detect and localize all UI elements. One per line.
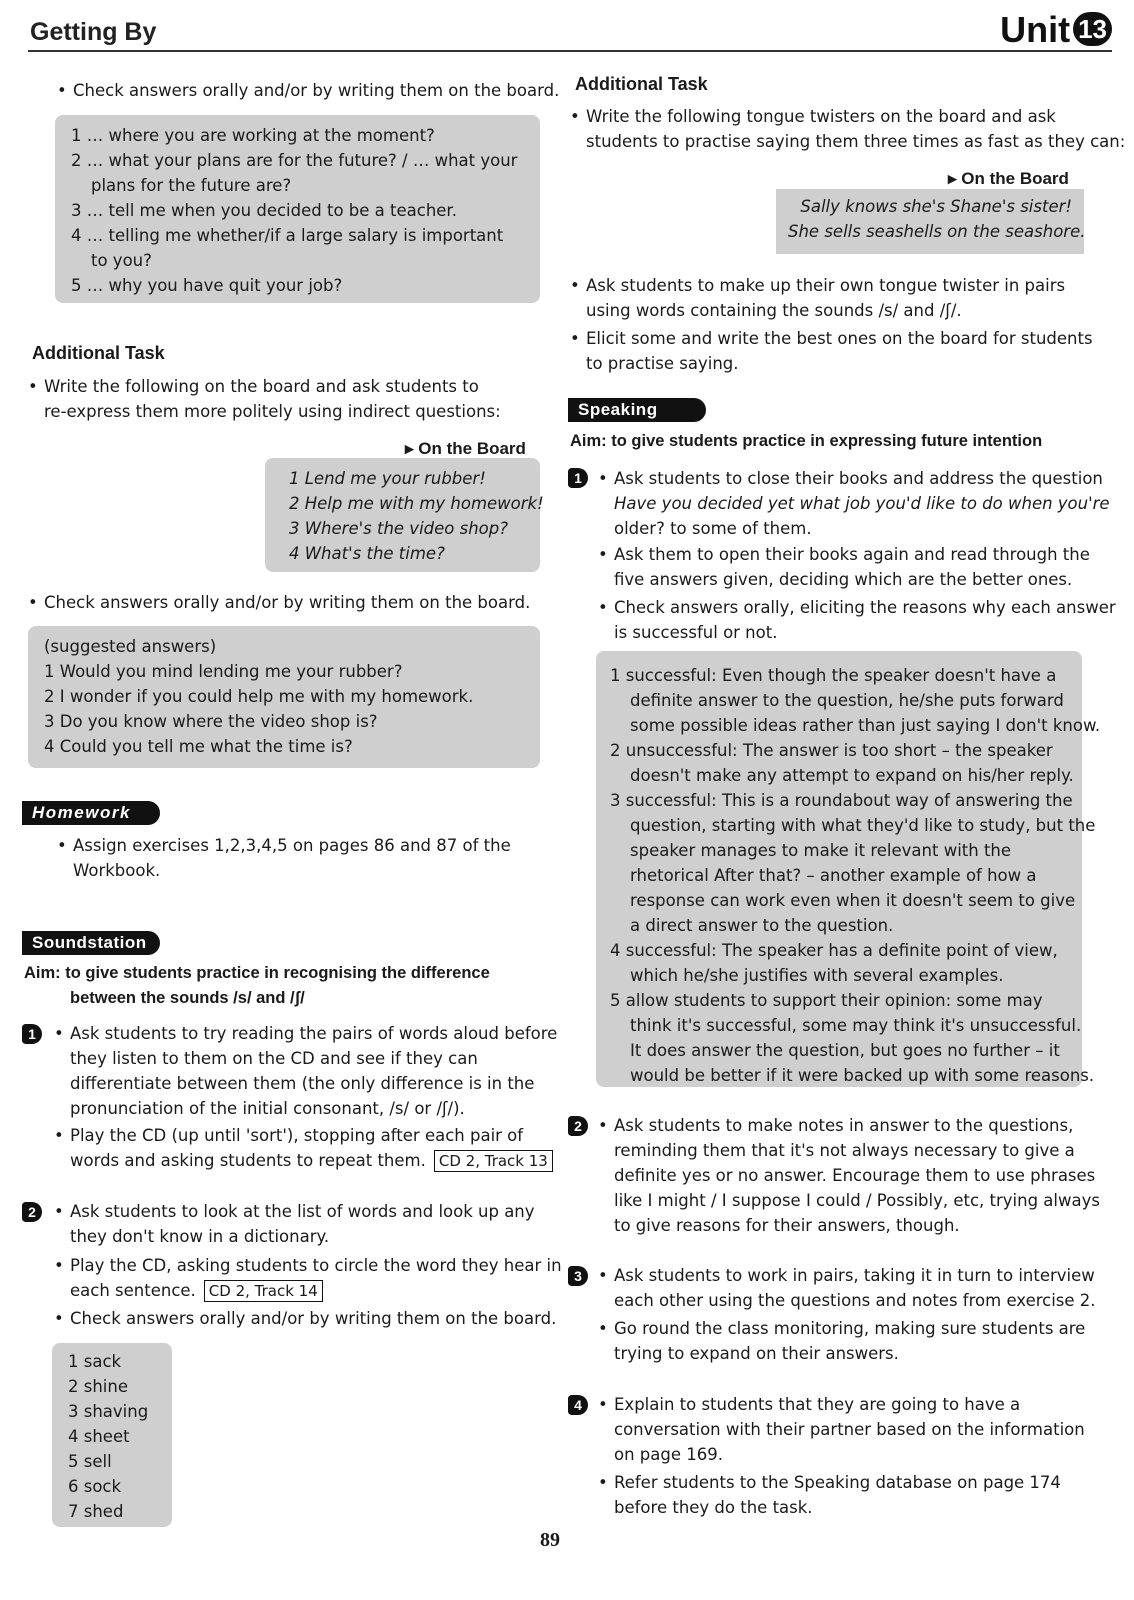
answer-line: 4 Could you tell me what the time is? — [44, 737, 353, 756]
cd-track-label: CD 2, Track 14 — [204, 1280, 323, 1302]
answer-line: 2 I wonder if you could help me with my homework. — [44, 687, 474, 706]
answer-line: 1 sack — [68, 1352, 122, 1371]
speaking-ex3-bullet-2: • Go round the class monitoring, making sure students are trying to expand on their answers. — [596, 1316, 1085, 1366]
speaking-ex1-bullet-2: • Ask them to open their books again and read through the five answers given, deciding which are the better ones. — [596, 542, 1090, 592]
additional-task-heading-2: Additional Task — [575, 74, 708, 94]
answer-line: 4 successful: The speaker has a definite point of view, — [610, 941, 1058, 960]
answer-line: 2 … what your plans are for the future? / … what your — [71, 151, 518, 170]
answer-line: (suggested answers) — [44, 637, 217, 656]
exercise-number-4: 4 — [568, 1395, 588, 1415]
answers-box-2 — [28, 626, 540, 768]
tongue-twister-bullet: • Write the following tongue twisters on the board and ask students to practise saying them three times as fast as they can: — [568, 104, 1125, 154]
cd-track-label: CD 2, Track 13 — [434, 1150, 553, 1172]
answer-line: 1 successful: Even though the speaker doesn't have a — [610, 666, 1057, 685]
answers-box-speaking — [596, 651, 1101, 1087]
speaking-ex2-bullet: • Ask students to make notes in answer to the questions, reminding them that it's not always necessary to give a definite yes or no answer. Encourage them to use phrases like I might / I suppose I could / Possibly, etc, trying always to give reasons for their answers, though. — [596, 1113, 1100, 1238]
additional-task-heading: Additional Task — [32, 343, 165, 363]
soundstation-ex2-bullet-1: • Ask students to look at the list of words and look up any they don't know in a dictionary. — [52, 1199, 535, 1249]
answer-line: 2 shine — [68, 1377, 128, 1396]
unit-number-badge: 13 — [1073, 12, 1112, 46]
exercise-number-2: 2 — [22, 1202, 42, 1222]
tongue-twister-pairs-bullet: • Ask students to make up their own tongue twister in pairs using words containing the sounds /s/ and /ʃ/. — [568, 273, 1065, 323]
arrow-right-icon: ▸ — [405, 439, 419, 458]
board-line: Sally knows she's Shane's sister! — [800, 197, 1072, 216]
answer-line: 1 … where you are working at the moment? — [71, 126, 435, 145]
unit-label — [1000, 8, 1112, 50]
answer-line: 3 … tell me when you decided to be a teacher. — [71, 201, 457, 220]
on-the-board-label: ▸ On the Board — [405, 439, 526, 458]
board-line: 2 Help me with my homework! — [289, 494, 544, 513]
answer-line: definite answer to the question, he/she puts forward — [630, 691, 1064, 710]
board-line: 4 What's the time? — [289, 544, 445, 563]
answer-line: 2 unsuccessful: The answer is too short – the speaker — [610, 741, 1053, 760]
answer-line: which he/she justifies with several examples. — [630, 966, 1004, 985]
answer-line: 5 sell — [68, 1452, 112, 1471]
speaking-ex1-bullet-1: • Ask students to close their books and address the question Have you decided yet what job you'd like to do when you're older? to some of them. — [596, 466, 1110, 541]
soundstation-aim: Aim: to give students practice in recognising the difference between the sounds /s/ and /ʃ/ — [24, 964, 490, 1007]
answer-line: 6 sock — [68, 1477, 122, 1496]
page-number: 89 — [540, 1529, 560, 1551]
speaking-heading: Speaking — [568, 398, 706, 422]
answer-line: some possible ideas rather than just saying I don't know. — [630, 716, 1101, 735]
exercise-number-2: 2 — [568, 1116, 588, 1136]
elicit-bullet: • Elicit some and write the best ones on the board for students to practise saying. — [568, 326, 1093, 376]
exercise-number-3: 3 — [568, 1266, 588, 1286]
answer-line: would be better if it were backed up with some reasons. — [630, 1066, 1095, 1085]
answer-line: 4 … telling me whether/if a large salary is important — [71, 226, 504, 245]
answers-box-3 — [52, 1343, 172, 1527]
board-box-1 — [265, 458, 544, 572]
speaking-ex4-bullet-2: • Refer students to the Speaking database on page 174 before they do the task. — [596, 1470, 1061, 1520]
board-line: 3 Where's the video shop? — [289, 519, 508, 538]
answer-line: 7 shed — [68, 1502, 124, 1521]
answer-line: to you? — [91, 251, 152, 270]
answer-line: 3 Do you know where the video shop is? — [44, 712, 378, 731]
answer-line: 5 … why you have quit your job? — [71, 276, 343, 295]
homework-heading: Homework — [22, 801, 160, 825]
on-the-board-label-2: ▸ On the Board — [948, 169, 1069, 188]
answers-box-1 — [55, 115, 540, 303]
speaking-aim: Aim: to give students practice in expressing future intention — [570, 432, 1043, 450]
answer-line: plans for the future are? — [91, 176, 292, 195]
answer-line: 3 shaving — [68, 1402, 149, 1421]
answer-line: 1 Would you mind lending me your rubber? — [44, 662, 403, 681]
soundstation-ex2-bullet-2: • Play the CD, asking students to circle the word they hear in each sentence. CD 2, Track 14 — [52, 1253, 562, 1303]
speaking-ex1-bullet-3: • Check answers orally, eliciting the reasons why each answer is successful or not. — [596, 595, 1116, 645]
arrow-right-icon: ▸ — [948, 169, 962, 188]
check-answers-bullet-2: • Check answers orally and/or by writing them on the board. — [26, 590, 530, 615]
answer-line: doesn't make any attempt to expand on his/her reply. — [630, 766, 1074, 785]
answer-line: question, starting with what they'd like to study, but the — [630, 816, 1096, 835]
exercise-number-1: 1 — [22, 1024, 42, 1044]
answer-line: 4 sheet — [68, 1427, 130, 1446]
soundstation-ex1-bullet-2: • Play the CD (up until 'sort'), stopping after each pair of words and asking students to repeat them. CD 2, Track 13 — [52, 1123, 553, 1173]
answer-line: rhetorical After that? – another example of how a — [630, 866, 1037, 885]
answer-line: a direct answer to the question. — [630, 916, 894, 935]
running-head: Getting By — [30, 18, 157, 46]
speaking-ex4-bullet-1: • Explain to students that they are going to have a conversation with their partner based on the information on page 169. — [596, 1392, 1085, 1467]
unit-word: Unit — [1000, 8, 1071, 50]
homework-bullet: • Assign exercises 1,2,3,4,5 on pages 86 and 87 of the Workbook. — [55, 833, 511, 883]
board-box-2 — [776, 189, 1084, 254]
answer-line: think it's successful, some may think it's unsuccessful. — [630, 1016, 1082, 1035]
check-answers-bullet: • Check answers orally and/or by writing them on the board. — [55, 78, 559, 103]
answer-line: 5 allow students to support their opinion: some may — [610, 991, 1043, 1010]
soundstation-ex2-bullet-3: • Check answers orally and/or by writing them on the board. — [52, 1306, 556, 1331]
additional-task-bullet: • Write the following on the board and ask students to re-express them more politely using indirect questions: — [26, 374, 501, 424]
answer-line: 3 successful: This is a roundabout way of answering the — [610, 791, 1073, 810]
soundstation-heading: Soundstation — [22, 931, 160, 955]
soundstation-ex1-bullet-1: • Ask students to try reading the pairs of words aloud before they listen to them on the CD and see if they can differentiate between them (the only difference is in the pronunciation of the initial consonant, /s/ or /ʃ/). — [52, 1021, 557, 1121]
board-line: 1 Lend me your rubber! — [289, 469, 486, 488]
exercise-number-1: 1 — [568, 468, 588, 488]
board-line: She sells seashells on the seashore. — [788, 222, 1086, 241]
answer-line: speaker manages to make it relevant with the — [630, 841, 1012, 860]
header-rule — [28, 50, 1112, 52]
answer-line: response can work even when it doesn't seem to give — [630, 891, 1076, 910]
answer-line: It does answer the question, but goes no further – it — [630, 1041, 1060, 1060]
speaking-ex3-bullet-1: • Ask students to work in pairs, taking it in turn to interview each other using the questions and notes from exercise 2. — [596, 1263, 1096, 1313]
